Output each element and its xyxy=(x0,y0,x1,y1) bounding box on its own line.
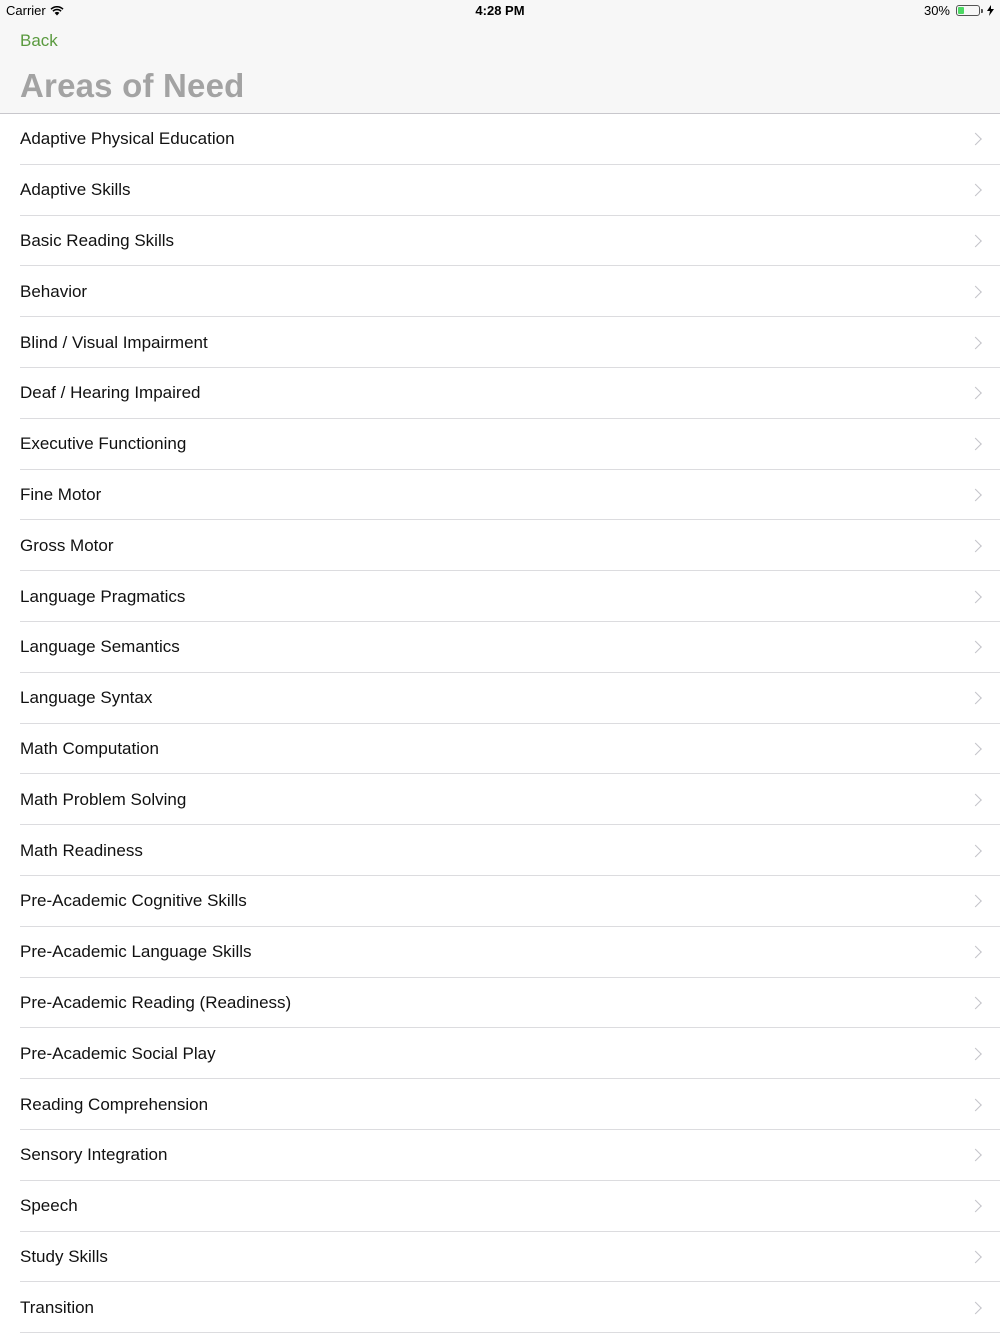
page-title: Areas of Need xyxy=(20,67,245,104)
list-item[interactable] xyxy=(0,673,1000,724)
list-item-label: Executive Functioning xyxy=(20,434,187,454)
status-right xyxy=(924,3,994,18)
chevron-right-icon xyxy=(969,1200,982,1213)
list-item[interactable] xyxy=(0,216,1000,267)
list-item-label: Adaptive Skills xyxy=(20,180,131,200)
list-item[interactable] xyxy=(0,114,1000,165)
chevron-right-icon xyxy=(969,590,982,603)
chevron-right-icon xyxy=(969,489,982,502)
list-item[interactable] xyxy=(0,1130,1000,1181)
list-item[interactable] xyxy=(0,1079,1000,1130)
list-item-label: Pre-Academic Reading (Readiness) xyxy=(20,992,292,1012)
list-item[interactable] xyxy=(0,1232,1000,1283)
list-item-label: Deaf / Hearing Impaired xyxy=(20,383,201,403)
list-item[interactable] xyxy=(0,774,1000,825)
chevron-right-icon xyxy=(969,235,982,248)
list-item-label: Transition xyxy=(20,1297,95,1317)
chevron-right-icon xyxy=(969,539,982,552)
list-item[interactable] xyxy=(0,571,1000,622)
list-item[interactable] xyxy=(0,419,1000,470)
list-item-label: Language Semantics xyxy=(20,637,180,657)
list-item[interactable] xyxy=(0,825,1000,876)
chevron-right-icon xyxy=(969,387,982,400)
list-item-label: Speech xyxy=(20,1196,78,1216)
list-item-label: Behavior xyxy=(20,281,88,301)
list-item[interactable] xyxy=(0,1282,1000,1333)
list-item[interactable] xyxy=(0,927,1000,978)
list-item-label: Sensory Integration xyxy=(20,1145,168,1165)
list-item[interactable] xyxy=(0,622,1000,673)
chevron-right-icon xyxy=(969,997,982,1010)
chevron-right-icon xyxy=(969,743,982,756)
charging-bolt-icon xyxy=(987,5,994,16)
chevron-right-icon xyxy=(969,336,982,349)
list-item-label: Study Skills xyxy=(20,1246,108,1266)
list-item-label: Math Computation xyxy=(20,738,159,758)
list-item-label: Language Pragmatics xyxy=(20,586,186,606)
chevron-right-icon xyxy=(969,946,982,959)
list-item-label: Language Syntax xyxy=(20,688,153,708)
list-item[interactable] xyxy=(0,520,1000,571)
battery-fill xyxy=(958,7,964,14)
chevron-right-icon xyxy=(969,133,982,146)
list-item[interactable] xyxy=(0,978,1000,1029)
list-item[interactable] xyxy=(0,165,1000,216)
chevron-right-icon xyxy=(969,793,982,806)
list-item-label: Math Problem Solving xyxy=(20,789,187,809)
chevron-right-icon xyxy=(969,1301,982,1314)
list-item-label: Pre-Academic Cognitive Skills xyxy=(20,891,247,911)
chevron-right-icon xyxy=(969,438,982,451)
areas-of-need-list xyxy=(0,114,1000,1333)
carrier-label: Carrier xyxy=(6,3,46,18)
list-item[interactable] xyxy=(0,1181,1000,1232)
navigation-bar xyxy=(0,20,1000,114)
back-button[interactable]: Back xyxy=(20,31,58,50)
list-item-label: Pre-Academic Language Skills xyxy=(20,942,252,962)
chevron-right-icon xyxy=(969,184,982,197)
list-item[interactable] xyxy=(0,724,1000,775)
list-item-label: Blind / Visual Impairment xyxy=(20,332,208,352)
list-item-label: Fine Motor xyxy=(20,484,102,504)
chevron-right-icon xyxy=(969,641,982,654)
chevron-right-icon xyxy=(969,895,982,908)
list-item[interactable] xyxy=(0,876,1000,927)
chevron-right-icon xyxy=(969,844,982,857)
list-item-label: Reading Comprehension xyxy=(20,1094,209,1114)
chevron-right-icon xyxy=(969,1149,982,1162)
list-item[interactable] xyxy=(0,266,1000,317)
battery-icon xyxy=(956,5,980,16)
battery-percent: 30% xyxy=(923,3,950,18)
list-item[interactable] xyxy=(0,317,1000,368)
list-item-label: Math Readiness xyxy=(20,840,143,860)
chevron-right-icon xyxy=(969,1047,982,1060)
list-item-label: Gross Motor xyxy=(20,535,114,555)
list-item[interactable] xyxy=(0,470,1000,521)
list-item-label: Adaptive Physical Education xyxy=(20,129,235,149)
chevron-right-icon xyxy=(969,1098,982,1111)
status-bar xyxy=(0,0,1000,20)
chevron-right-icon xyxy=(969,1251,982,1264)
list-item[interactable] xyxy=(0,1028,1000,1079)
list-item-label: Pre-Academic Social Play xyxy=(20,1043,216,1063)
status-time: 4:28 PM xyxy=(475,3,525,18)
list-item[interactable] xyxy=(0,368,1000,419)
chevron-right-icon xyxy=(969,692,982,705)
chevron-right-icon xyxy=(969,285,982,298)
list-item-label: Basic Reading Skills xyxy=(20,230,175,250)
